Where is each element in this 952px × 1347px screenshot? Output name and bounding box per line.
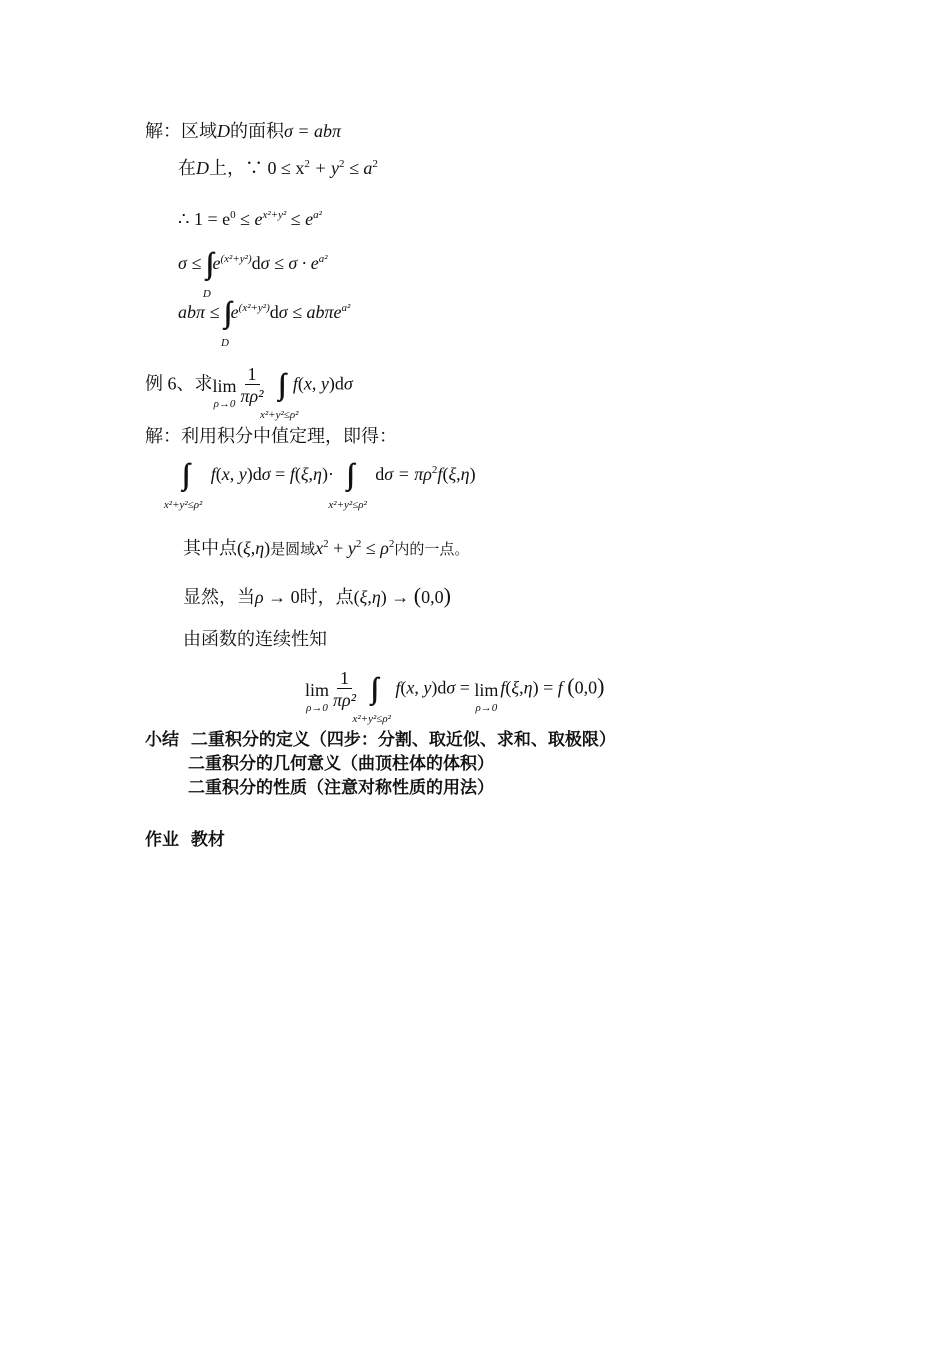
homework-text: 教材 bbox=[190, 830, 225, 850]
summary-line-2 bbox=[188, 753, 494, 775]
solution-line-2: 在D上，∵ $0 \le x^2 + y^2 \le a^2$ bbox=[178, 158, 378, 178]
area-text: 的面积 bbox=[230, 121, 284, 141]
obvious-line: 显然，当ρ → 0时，点(ξ,η) → (0,0) bbox=[183, 583, 451, 608]
example-6: 例 6、求lim ρ→0 $\frac{1}{\text{πρ²}}$ ∫∫ x²+y²≤ρ² f(x, y)dσ bbox=[145, 364, 353, 421]
region-D-2: D bbox=[196, 158, 209, 178]
summary-item-1: 二重积分的定义（四步：分割、取近似、求和、取极限） bbox=[190, 730, 616, 750]
solution-line-1 bbox=[145, 120, 341, 142]
summary-line-3 bbox=[188, 777, 494, 799]
solution-line-3: ∴ $1 = e^0 \le e^{x^2+y^2} \le e^{a^2}$ bbox=[178, 209, 322, 229]
summary-item-2: 二重积分的几何意义（曲顶柱体的体积） bbox=[188, 754, 494, 774]
limit-equation: lim ρ→0 $\frac{1}{\text{πρ²}}$ ∫∫ x²+y²≤ρ² f(x, y)dσ = lim ρ→0 f(ξ,η) = f (0,0) bbox=[305, 668, 605, 725]
solution-label: 解：区域 bbox=[145, 121, 217, 141]
homework-heading: 作业 bbox=[145, 830, 179, 850]
summary-heading: 小结 bbox=[145, 730, 179, 750]
summary-item-3: 二重积分的性质（注意对称性质的用法） bbox=[188, 778, 494, 798]
abpi-bound: abπ ≤ bbox=[178, 302, 220, 322]
solution-2-label: 解：利用积分中值定理，即得： bbox=[145, 426, 397, 446]
solution-line-5: abπ ≤ ∫∫ D $e^{(x^2+y^2)}d\sigma \le ab\pi e^{a^2}$ bbox=[178, 295, 351, 349]
sigma-bound: σ ≤ bbox=[178, 253, 202, 273]
inequality-start: 上，∵ 0 ≤ x bbox=[209, 158, 305, 178]
solution-line-4: σ ≤ ∫∫ D $e^{(x^2+y^2)}d\sigma \le \sigma \cdot e^{a^2}$ bbox=[178, 246, 328, 300]
homework-line bbox=[145, 829, 225, 851]
region-D: D bbox=[217, 121, 230, 141]
area-formula: σ = abπ bbox=[284, 121, 342, 141]
on-text: 在 bbox=[178, 158, 196, 178]
example-label: 例 6、求 bbox=[145, 373, 213, 394]
inequality-a: ≤ a bbox=[344, 158, 373, 178]
exp-bound-start: ∴ 1 = e bbox=[178, 209, 231, 229]
summary-line-1 bbox=[145, 729, 616, 751]
point-line: 其中点(ξ,η)是圆域$x^2 + y^2 \le \rho^2$内的一点。 bbox=[183, 538, 470, 558]
mean-value-equation: ∫∫ x²+y²≤ρ² f(x, y)dσ = f(ξ,η)· ∫∫ x²+y²≤ρ² $d\sigma = \pi\rho^2f(\xi,\eta)$ bbox=[163, 457, 476, 511]
inequality-y: + y bbox=[309, 158, 340, 178]
continuity-line: 由函数的连续性知 bbox=[183, 629, 327, 649]
